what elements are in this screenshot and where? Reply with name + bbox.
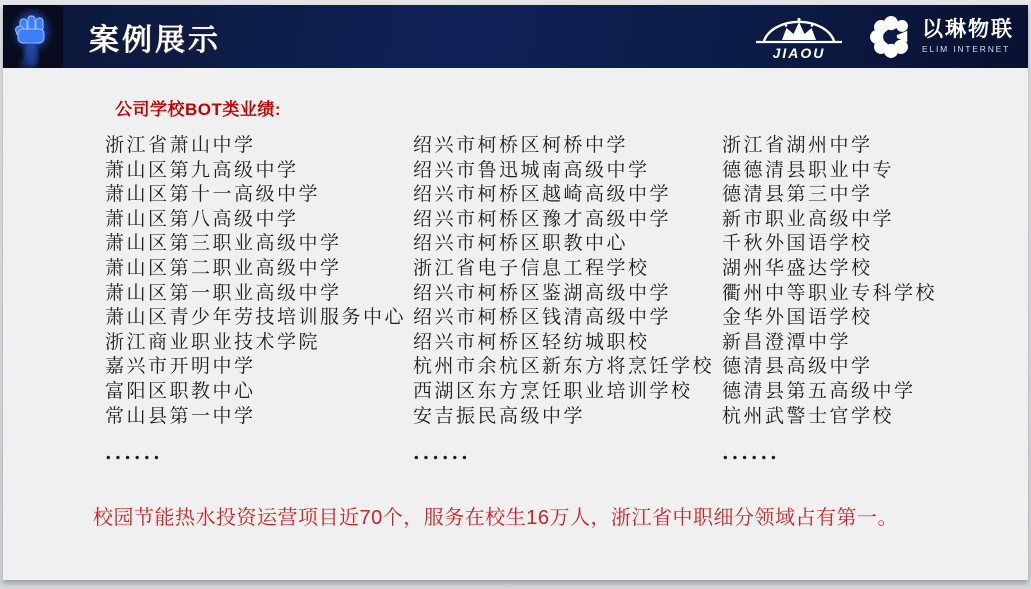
school-list-item: 浙江商业职业技术学院 [105,330,321,353]
school-list-item: 萧山区第二职业高级中学 [105,256,342,279]
jiaou-logo-text: JIAOU [772,44,826,61]
school-list-item: 杭州市余杭区新东方将烹饪学校 [413,355,715,378]
school-list-item: 绍兴市柯桥区钱清高级中学 [413,306,672,329]
list-ellipsis: ...... [722,442,780,465]
school-list-item: 德清县高级中学 [722,355,873,378]
school-columns [3,5,1028,580]
page-title: 案例展示 [89,23,221,57]
school-list-item: 绍兴市柯桥区柯桥中学 [413,134,629,156]
school-list-item: 新市职业高级中学 [722,207,895,230]
school-list-item: 德清县第三中学 [722,183,873,206]
school-list-item: 浙江省电子信息工程学校 [413,256,650,279]
elim-logo-en: ELIM INTERNET [922,43,1011,54]
school-list-item: 绍兴市柯桥区豫才高级中学 [413,207,672,230]
school-list-item: 德清县第五高级中学 [722,379,916,402]
school-list-item: 嘉兴市开明中学 [105,355,256,378]
slide [3,5,1028,580]
school-list-item: 萧山区第十一高级中学 [105,183,321,206]
school-list-item: 萧山区第八高级中学 [105,207,299,230]
school-list-item: 浙江省湖州中学 [722,134,873,156]
school-list-item: 常山县第一中学 [105,404,256,427]
school-column [413,133,714,466]
school-column [722,133,937,466]
list-ellipsis: ...... [105,442,163,465]
school-list-item: 绍兴市柯桥区轻纺城职校 [413,330,650,353]
school-list-item: 萧山区第一职业高级中学 [105,281,342,304]
school-list-item: 绍兴市柯桥区职教中心 [413,232,629,255]
school-list-item: 杭州武警士官学校 [722,404,895,427]
school-list-item: 千秋外国语学校 [722,232,873,255]
school-list-item: 绍兴市柯桥区鉴湖高级中学 [413,281,672,304]
school-list-item: 萧山区第九高级中学 [105,158,299,181]
school-column [105,133,406,466]
footer-note: 校园节能热水投资运营项目近70个，服务在校生16万人，浙江省中职细分领域占有第一。 [93,507,898,529]
section-subtitle: 公司学校BOT类业绩: [115,100,282,119]
school-list-item: 湖州华盛达学校 [722,256,873,279]
school-list-item: 萧山区第三职业高级中学 [105,232,342,255]
school-list-item: 西湖区东方烹饪职业培训学校 [413,379,693,402]
school-list-item: 新昌澄潭中学 [722,330,852,353]
school-list-item: 绍兴市柯桥区越崎高级中学 [413,183,672,206]
elim-logo-cn: 以琳物联 [922,18,1014,42]
school-list-item: 富阳区职教中心 [105,379,256,402]
school-list-item: 德德清县职业中专 [722,158,895,181]
school-list-item: 衢州中等职业专科学校 [722,281,938,304]
list-ellipsis: ...... [413,442,471,465]
school-list-item: 绍兴市鲁迅城南高级中学 [413,158,650,181]
school-list-item: 萧山区青少年劳技培训服务中心 [105,306,407,329]
school-list-item: 安吉振民高级中学 [413,404,586,427]
school-list-item: 金华外国语学校 [722,306,873,329]
school-list-item: 浙江省萧山中学 [105,134,256,156]
